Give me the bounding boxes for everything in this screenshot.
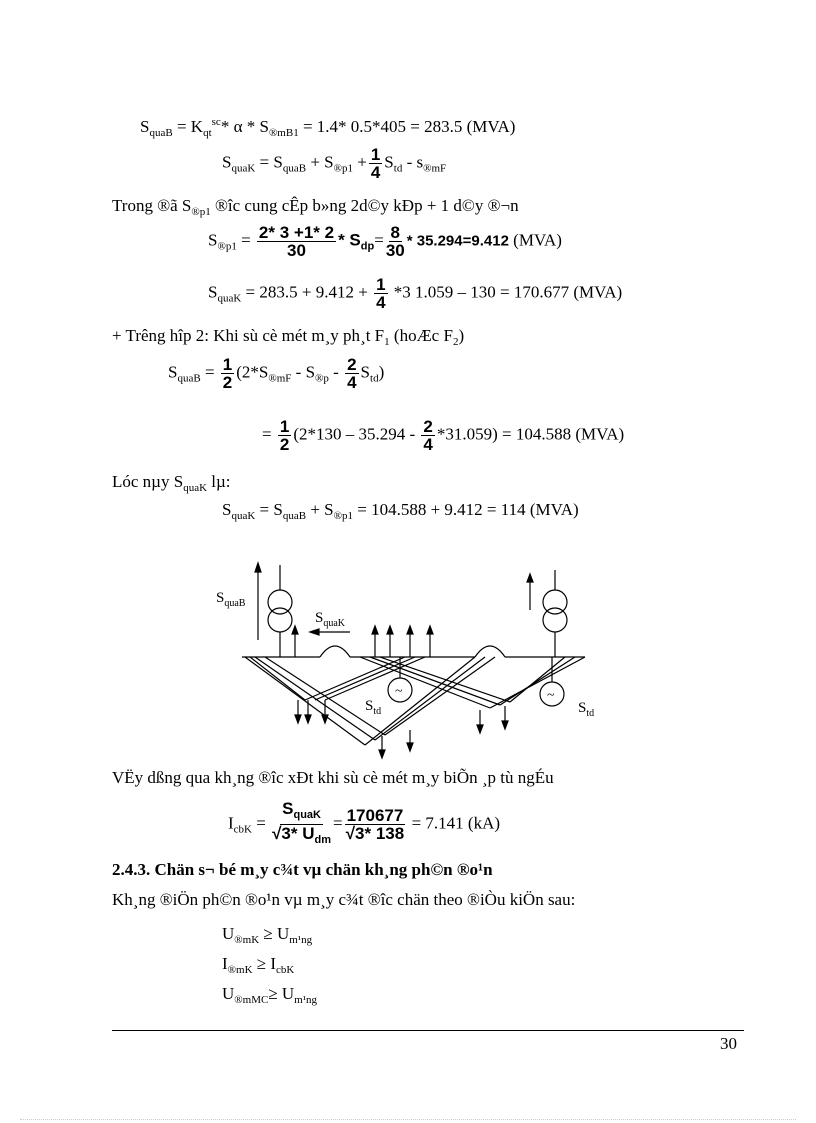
reactor-left bbox=[320, 646, 350, 657]
label-std-right: $S_{td}$ bbox=[578, 700, 595, 719]
formula-icbk: $I_{cbK}$ = $\frac{S_{quaK}}{√3* U_{dm}}$ = $\frac{170677}{√3* 138}$ = 7.141 (kA) bbox=[228, 799, 501, 846]
label-squab: $S_{quaB}$ bbox=[216, 590, 246, 609]
condition-1: $U_{®mK} \ge U_{m^1ng}$ bbox=[222, 924, 313, 946]
formula-squak-value: $S_{quaK} = 283.5 + 9.412$ + $\frac{1}{4}$ *3 1.059 – 130 = 170.677 (MVA) bbox=[208, 275, 623, 312]
left-transformer-coil-top bbox=[268, 590, 292, 614]
right-transformer-coil-bottom bbox=[543, 608, 567, 632]
footer-rule bbox=[112, 1030, 744, 1031]
reactor-right bbox=[475, 646, 505, 657]
generator-right-symbol: ~ bbox=[547, 688, 555, 703]
squak-arrow bbox=[310, 629, 319, 635]
formula-squab: $S_{quaB} = K_{qt}^{sc}*$ $\alpha * S_{®mB1} = 1.4*$ 0.5*405 = 283.5 (MVA) bbox=[140, 116, 516, 139]
generator-left-symbol: ~ bbox=[395, 684, 403, 699]
right-transformer-coil-top bbox=[543, 590, 567, 614]
formula-squab-case2: $S_{quaB}$ = $\frac{1}{2}$ ($2*S_{®mF} - S_{®p}$ - $\frac{2}{4}$ $S_{td}$) bbox=[168, 355, 385, 392]
text-case-2: + Trêng hîp 2: Khi sù cè mét m¸y ph¸t $F_1$ (hoÆc $F_2$) bbox=[112, 326, 465, 348]
page-number: 30 bbox=[720, 1034, 737, 1053]
power-flow-diagram bbox=[200, 560, 620, 765]
condition-3: $U_{®mMC}\ge U_{m^1ng}$ bbox=[222, 984, 318, 1006]
formula-squab-case2-value: = $\frac{1}{2}$ (2*130 – 35.294 - $\frac{2}{4}$ *31.059) = 104.588 (MVA) bbox=[262, 417, 625, 454]
label-std-left: $S_{td}$ bbox=[365, 698, 382, 717]
text-conditions-intro: Kh¸ng ®iÖn ph©n ®o¹n vµ m¸y c¾t ®îc chän theo ®iÒu kiÖn sau: bbox=[112, 890, 576, 909]
squab-arrow bbox=[255, 563, 261, 572]
formula-squak: $S_{quaK} = S_{quaB} + S_{®p1}$ + $\frac{1}{4}$ $S_{td} - s_{®mF}$ bbox=[222, 145, 447, 182]
text-current-through: VËy dßng qua kh¸ng ®îc xÐt khi sù cè mét m¸y biÕn ¸p tù ngÉu bbox=[112, 768, 554, 787]
text-then: Lóc nµy $S_{quaK}$ lµ: bbox=[112, 472, 231, 494]
condition-2: $I_{®mK} \ge I_{cbK}$ bbox=[222, 954, 295, 976]
formula-sdp1: $S_{®p1}$ = $\frac{2* 3 +1* 2}{30}$ * $S_{dp}=$ $\frac{8}{30}$ * 35.294=9.412 (MVA) bbox=[208, 223, 562, 260]
section-heading: 2.4.3. Chän s¬ bé m¸y c¾t vµ chän kh¸ng ph©n ®o¹n bbox=[112, 860, 493, 879]
label-squak: $S_{quaK}$ bbox=[315, 610, 346, 629]
text-line-supply: Trong ®ã $S_{®p1}$ ®îc cung cÊp b»ng 2d©y kÐp + 1 d©y ®¬n bbox=[112, 196, 519, 218]
formula-squak-case2: $S_{quaK} = S_{quaB} + S_{®p1} = 104.588 + 9.412 = 114$ (MVA) bbox=[222, 500, 579, 522]
bottom-dotted-line bbox=[20, 1119, 796, 1120]
left-transformer-coil-bottom bbox=[268, 608, 292, 632]
